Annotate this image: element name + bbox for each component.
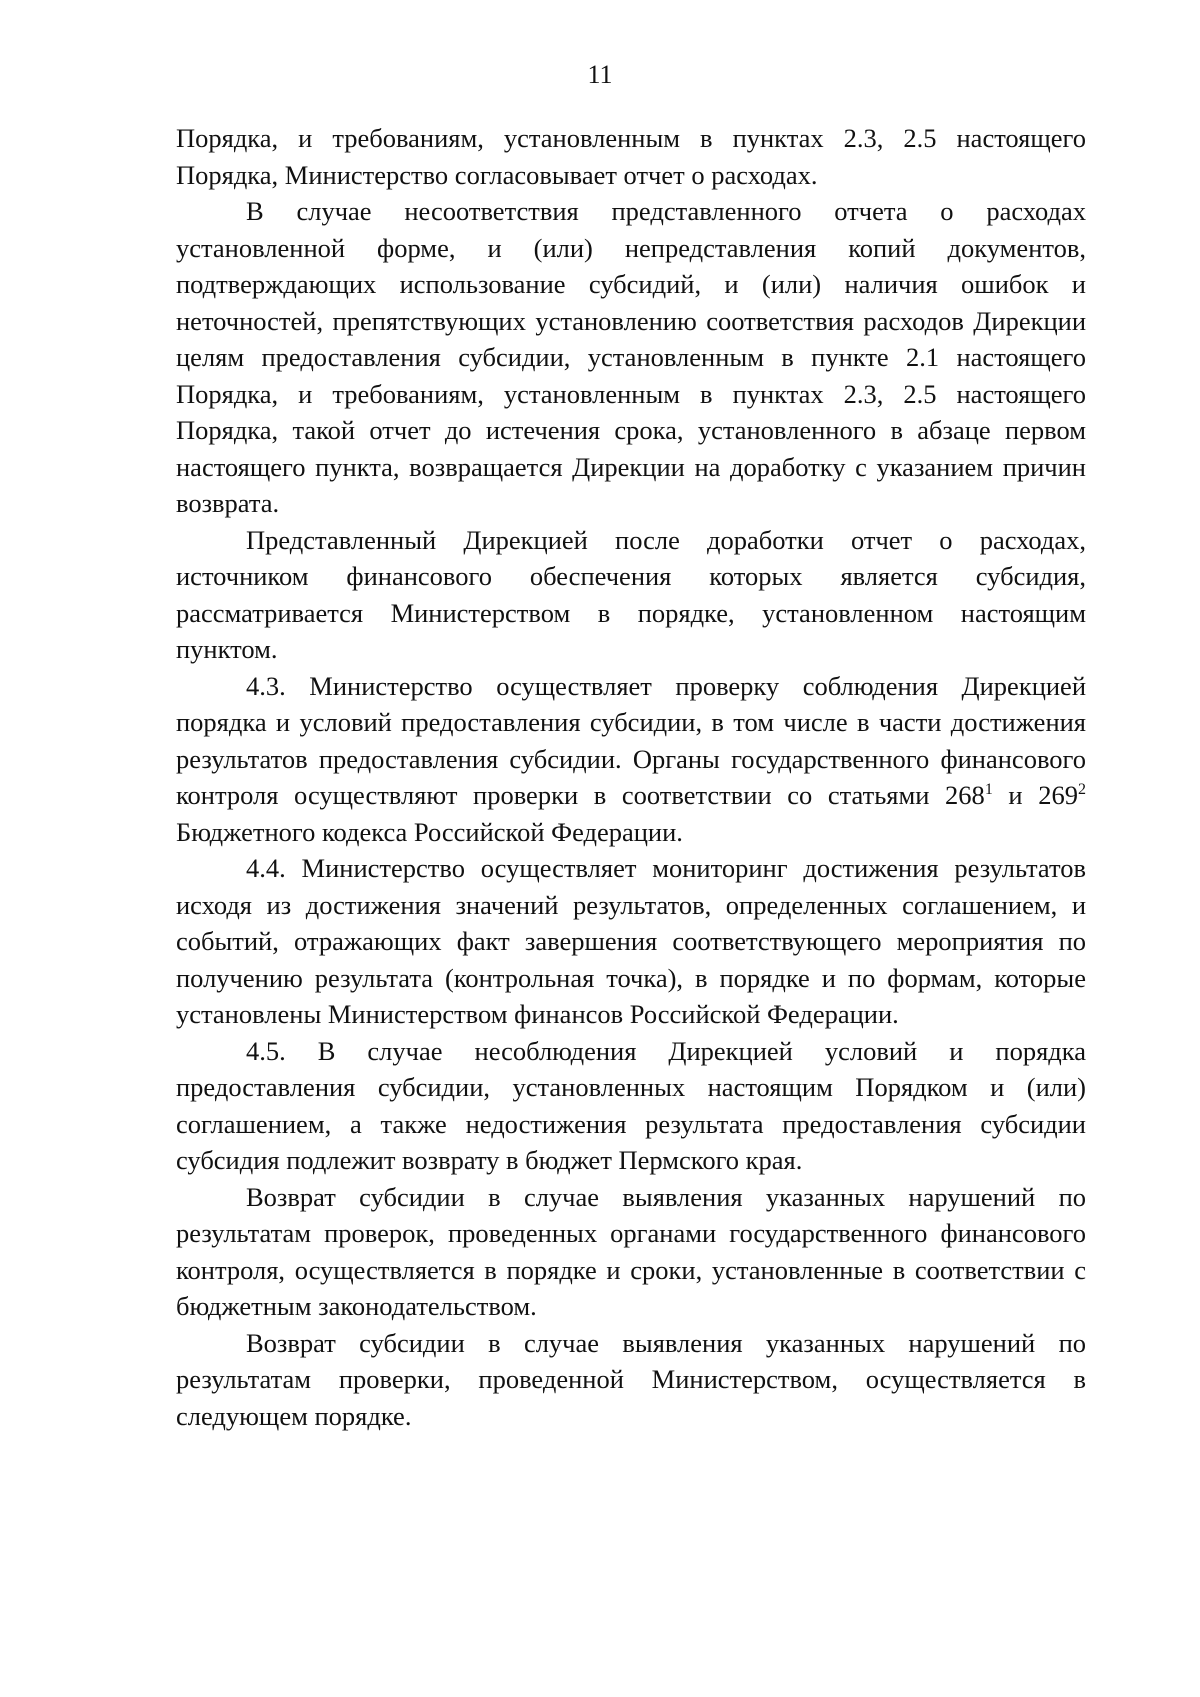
paragraph-continuation: Порядка, и требованиям, установленным в пунктах 2.3, 2.5 настоящего Порядка, Министерство согласовывает отчет о расходах. (176, 123, 1086, 190)
paragraph-4-4: 4.4. Министерство осуществляет мониторинг достижения результатов исходя из достижения значений результатов, определенных соглашением, и событий, отражающих факт завершения соответствующего мероприятия по получению результата (контрольная точка), в порядке и по формам, которые установлены Министерством финансов Российской Федерации. (176, 853, 1086, 1029)
paragraph-report-resubmission: Представленный Дирекцией после доработки отчет о расходах, источником финансового обеспечения которых является субсидия, рассматривается Министерством в порядке, установленном настоящим пунктом. (176, 524, 1086, 664)
paragraph-4-3-text-b: и 269 (992, 780, 1078, 810)
paragraph-4-3 (176, 668, 1086, 851)
superscript-2: 2 (1078, 781, 1086, 799)
paragraph-4-3-text-c: Бюджетного кодекса Российской Федерации. (176, 816, 683, 847)
paragraph-4-5: 4.5. В случае несоблюдения Дирекцией условий и порядка предоставления субсидии, установленных настоящим Порядком и (или) соглашением, а также недостижения результата предоставления субсидии субсидия подлежит возврату в бюджет Пермского края. (176, 1035, 1086, 1175)
paragraph-return-state-control: Возврат субсидии в случае выявления указанных нарушений по результатам проверок, проведенных органами государственного финансового контроля, осуществляется в порядке и сроки, установленные в соответствии с бюджетным законодательством. (176, 1181, 1086, 1321)
paragraph-report-return: В случае несоответствия представленного отчета о расходах установленной форме, и (или) непредставления копий документов, подтверждающих использование субсидий, и (или) наличия ошибок и неточностей, препятствующих установлению соответствия расходов Дирекции целям предоставления субсидии, установленным в пункте 2.1 настоящего Порядка, и требованиям, установленным в пунктах 2.3, 2.5 настоящего Порядка, такой отчет до истечения срока, установленного в абзаце первом настоящего пункта, возвращается Дирекции на доработку с указанием причин возврата. (176, 196, 1086, 518)
paragraph-4-3-text-a: 4.3. Министерство осуществляет проверку соблюдения Дирекцией порядка и условий предоставления субсидии, в том числе в части достижения результатов предоставления субсидии. Органы государственного финансового контроля осуществляют проверки в соответствии со статьями 268 (176, 670, 1086, 810)
page-number: 11 (587, 60, 613, 89)
document-body (176, 120, 1086, 1434)
paragraph-return-ministry: Возврат субсидии в случае выявления указанных нарушений по результатам проверки, проведенной Министерством, осуществляется в следующем порядке. (176, 1327, 1086, 1431)
superscript-1: 1 (984, 781, 993, 799)
